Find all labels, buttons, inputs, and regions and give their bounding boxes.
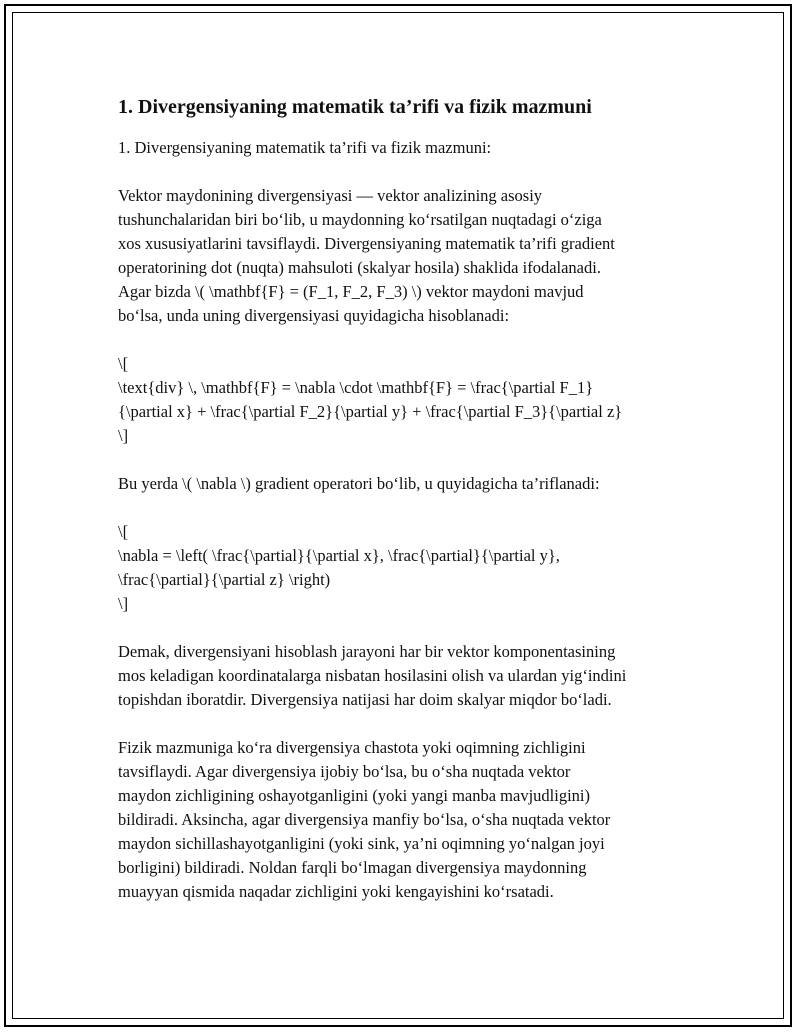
text-line: \]: [118, 426, 129, 445]
text-line: tavsiflaydi. Agar divergensiya ijobiy bo‘lsa, bu o‘sha nuqtada vektor: [118, 762, 571, 781]
text-line: Vektor maydonining divergensiyasi — vektor analizining asosiy: [118, 186, 543, 205]
text-line: Bu yerda \( \nabla \) gradient operatori bo‘lib, u quyidagicha ta’riflanadi:: [118, 474, 600, 493]
text-line: topishdan iboratdir. Divergensiya natijasi har doim skalyar miqdor bo‘ladi.: [118, 690, 612, 709]
text-line: Fizik mazmuniga ko‘ra divergensiya chastota yoki oqimning zichligini: [118, 738, 586, 757]
text-line: \]: [118, 594, 129, 613]
text-line: bildiradi. Aksincha, agar divergensiya manfiy bo‘lsa, o‘sha nuqtada vektor: [118, 810, 611, 829]
text-line: \nabla = \left( \frac{\partial}{\partial x}, \frac{\partial}{\partial y},: [118, 546, 560, 565]
text-line: bo‘lsa, unda uning divergensiyasi quyidagicha hisoblanadi:: [118, 306, 510, 325]
text-line: \frac{\partial}{\partial z} \right): [118, 570, 331, 589]
blank-line: [118, 712, 698, 736]
document-body: [118, 94, 698, 904]
text-line: operatorining dot (nuqta) mahsuloti (skalyar hosila) shaklida ifodalanadi.: [118, 258, 601, 277]
text-line: \[: [118, 522, 129, 541]
blank-line: [118, 160, 698, 184]
text-line: Demak, divergensiyani hisoblash jarayoni har bir vektor komponentasining: [118, 642, 616, 661]
text-line: maydon zichligining oshayotganligini (yoki yangi manba mavjudligini): [118, 786, 591, 805]
blank-line: [118, 616, 698, 640]
text-line: borligini) bildiradi. Noldan farqli bo‘lmagan divergensiya maydonning: [118, 858, 587, 877]
text-line: xos xususiyatlarini tavsiflaydi. Divergensiyaning matematik ta’rifi gradient: [118, 234, 615, 253]
text-line: \[: [118, 354, 129, 373]
blank-line: [118, 448, 698, 472]
text-line: muayyan qismida naqadar zichligini yoki kengayishini ko‘rsatadi.: [118, 882, 554, 901]
text-line: tushunchalaridan biri bo‘lib, u maydonning ko‘rsatilgan nuqtadagi o‘ziga: [118, 210, 602, 229]
text-line: {\partial x} + \frac{\partial F_2}{\partial y} + \frac{\partial F_3}{\partial z}: [118, 402, 623, 421]
paragraph-lines: [118, 136, 698, 904]
text-line: maydon sichillashayotganligini (yoki sink, ya’ni oqimning yo‘nalgan joyi: [118, 834, 605, 853]
text-line: mos keladigan koordinatalarga nisbatan hosilasini olish va ulardan yig‘indini: [118, 666, 627, 685]
document-heading: 1. Divergensiyaning matematik ta’rifi va fizik mazmuni: [118, 96, 592, 118]
text-line: Agar bizda \( \mathbf{F} = (F_1, F_2, F_3) \) vektor maydoni mavjud: [118, 282, 584, 301]
blank-line: [118, 328, 698, 352]
text-line: \text{div} \, \mathbf{F} = \nabla \cdot \mathbf{F} = \frac{\partial F_1}: [118, 378, 594, 397]
blank-line: [118, 496, 698, 520]
text-line: 1. Divergensiyaning matematik ta’rifi va fizik mazmuni:: [118, 138, 492, 157]
